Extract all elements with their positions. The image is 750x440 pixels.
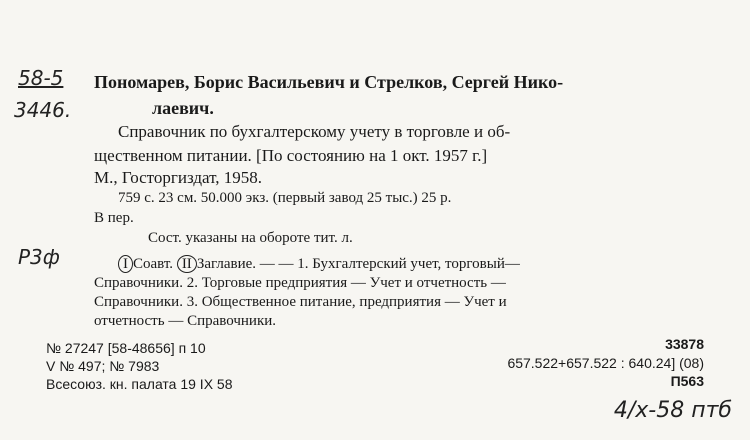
note: Сост. указаны на обороте тит. л. <box>148 230 353 246</box>
bottom-right-line-1: 33878 <box>665 336 704 352</box>
tracings-line-1 <box>118 255 520 273</box>
tracing-mark-1: I <box>118 255 133 273</box>
tracings-line-4: отчетность — Справочники. <box>94 313 277 329</box>
tracing-mark-2: II <box>177 255 197 273</box>
handwritten-signature: 4/х-58 птб <box>613 398 732 423</box>
tracing-part-2: Заглавие. — — 1. Бухгалтерский учет, торговый— <box>196 256 520 272</box>
title-line-3: М., Госторгиздат, 1958. <box>94 168 263 187</box>
bottom-left-line-3: Всесоюз. кн. палата 19 IX 58 <box>46 376 233 392</box>
bottom-right-line-3: П563 <box>670 373 704 389</box>
author-line-2: лаевич. <box>152 98 214 118</box>
author-line-1: Пономарев, Борис Васильевич и Стрелков, Сергей Нико- <box>94 72 564 92</box>
physical-line-2: В пер. <box>94 210 134 226</box>
title-line-2: щественном питании. [По состоянию на 1 окт. 1957 г.] <box>94 146 488 165</box>
tracing-part-1: Соавт. <box>133 256 174 272</box>
physical-line-1: 759 с. 23 см. 50.000 экз. (первый завод 25 тыс.) 25 р. <box>118 190 452 206</box>
bottom-left-line-2: V № 497; № 7983 <box>46 358 160 374</box>
title-line-1: Справочник по бухгалтерскому учету в торговле и об- <box>118 122 511 141</box>
call-number-bottom: 3446. <box>14 98 72 122</box>
bottom-right-line-2: 657.522+657.522 : 640.24] (08) <box>507 355 704 371</box>
call-number-top: 58-5 <box>18 66 64 90</box>
side-mark: Р3ф <box>18 245 60 269</box>
tracings-line-3: Справочники. 3. Общественное питание, предприятия — Учет и <box>94 294 507 310</box>
tracings-line-2: Справочники. 2. Торговые предприятия — Учет и отчетность — <box>94 275 506 291</box>
bottom-left-line-1: № 27247 [58-48656] п 10 <box>46 340 206 356</box>
